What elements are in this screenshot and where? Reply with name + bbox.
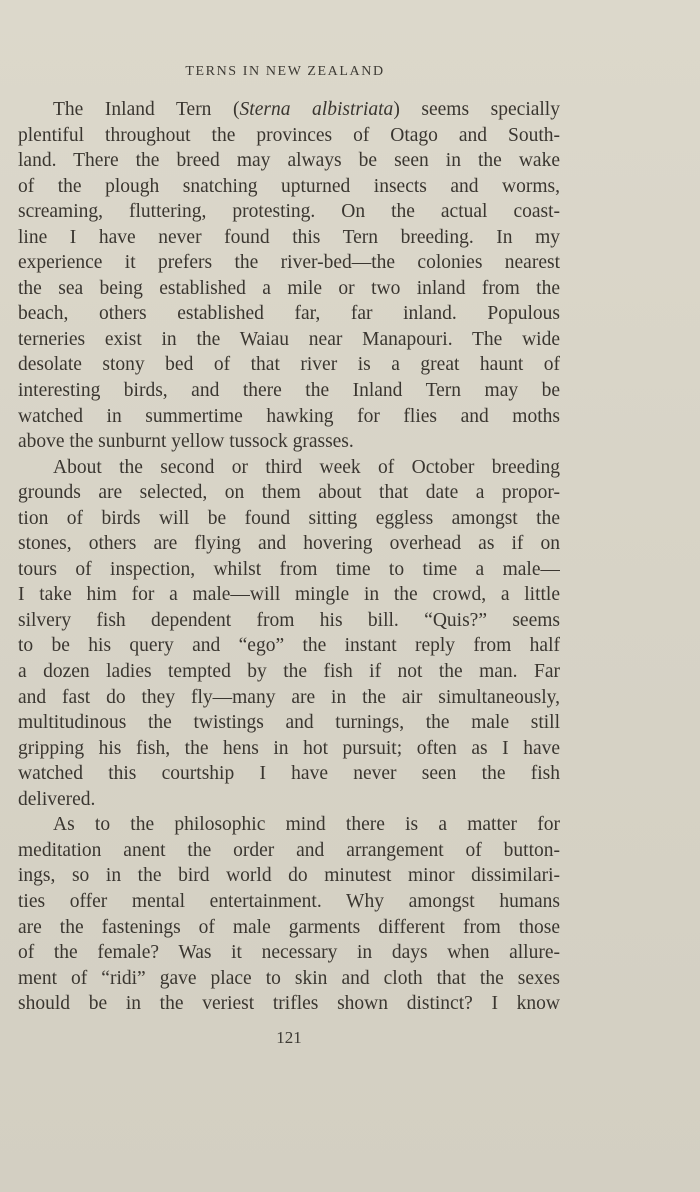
text-line: of the plough snatching upturned insects and worms,: [18, 175, 560, 197]
text-line: ings, so in the bird world do minutest minor dissimilari-: [18, 865, 560, 887]
paragraph-3: [18, 812, 560, 1016]
text-line: I take him for a male—will mingle in the crowd, a little: [18, 584, 560, 606]
text-line: plentiful throughout the provinces of Otago and South-: [18, 124, 560, 146]
text-line: About the second or third week of October breeding: [53, 456, 560, 478]
text-line: meditation anent the order and arrangement of button-: [18, 839, 560, 861]
text-line: interesting birds, and there the Inland Tern may be: [18, 380, 560, 402]
text-line: ties offer mental entertainment. Why amongst humans: [18, 890, 560, 912]
text-line: gripping his fish, the hens in hot pursuit; often as I have: [18, 737, 560, 759]
text-line: to be his query and “ego” the instant reply from half: [18, 635, 560, 657]
page-number: 121: [276, 1028, 302, 1047]
paragraph-1: [18, 97, 560, 455]
text-line: line I have never found this Tern breeding. In my: [18, 226, 560, 248]
running-head: TERNS IN NEW ZEALAND: [185, 64, 385, 79]
text-line: above the sunburnt yellow tussock grasses.: [18, 431, 354, 453]
species-name: Sterna albistriata: [239, 99, 394, 120]
text-line: should be in the veriest trifles shown distinct? I know: [18, 993, 560, 1015]
text-line: and fast do they fly—many are in the air simultaneously,: [18, 686, 560, 708]
text-line: are the fastenings of male garments different from those: [18, 916, 560, 938]
text-line: of the female? Was it necessary in days when allure-: [18, 942, 560, 964]
text-line: beach, others established far, far inland. Populous: [18, 303, 560, 325]
text-line: The Inland Tern (Sterna albistriata) seems specially: [53, 99, 560, 120]
text-line: terneries exist in the Waiau near Manapouri. The wide: [18, 328, 560, 350]
text-line: stones, others are flying and hovering overhead as if on: [18, 533, 560, 555]
text-line: tion of birds will be found sitting eggless amongst the: [18, 507, 560, 529]
body-text: [18, 97, 560, 1017]
text-line: multitudinous the twistings and turnings, the male still: [18, 712, 560, 734]
text-line: ment of “ridi” gave place to skin and cloth that the sexes: [18, 967, 560, 989]
text-line: desolate stony bed of that river is a great haunt of: [18, 354, 560, 376]
text-line: As to the philosophic mind there is a matter for: [53, 814, 560, 836]
text-line: tours of inspection, whilst from time to time a male—: [18, 558, 560, 580]
text-line: watched in summertime hawking for flies and moths: [18, 405, 560, 427]
text-line: experience it prefers the river-bed—the colonies nearest: [18, 252, 560, 274]
paragraph-2: [18, 455, 560, 813]
text-line: a dozen ladies tempted by the fish if not the man. Far: [18, 661, 560, 683]
text-line: screaming, fluttering, protesting. On the actual coast-: [18, 201, 560, 223]
text-line: the sea being established a mile or two inland from the: [18, 277, 560, 299]
text-line: grounds are selected, on them about that date a propor-: [18, 482, 560, 504]
text-line: watched this courtship I have never seen the fish: [18, 763, 560, 785]
text-line: silvery fish dependent from his bill. “Quis?” seems: [18, 609, 560, 631]
text-line: land. There the breed may always be seen in the wake: [18, 150, 560, 172]
text-line: delivered.: [18, 788, 96, 810]
